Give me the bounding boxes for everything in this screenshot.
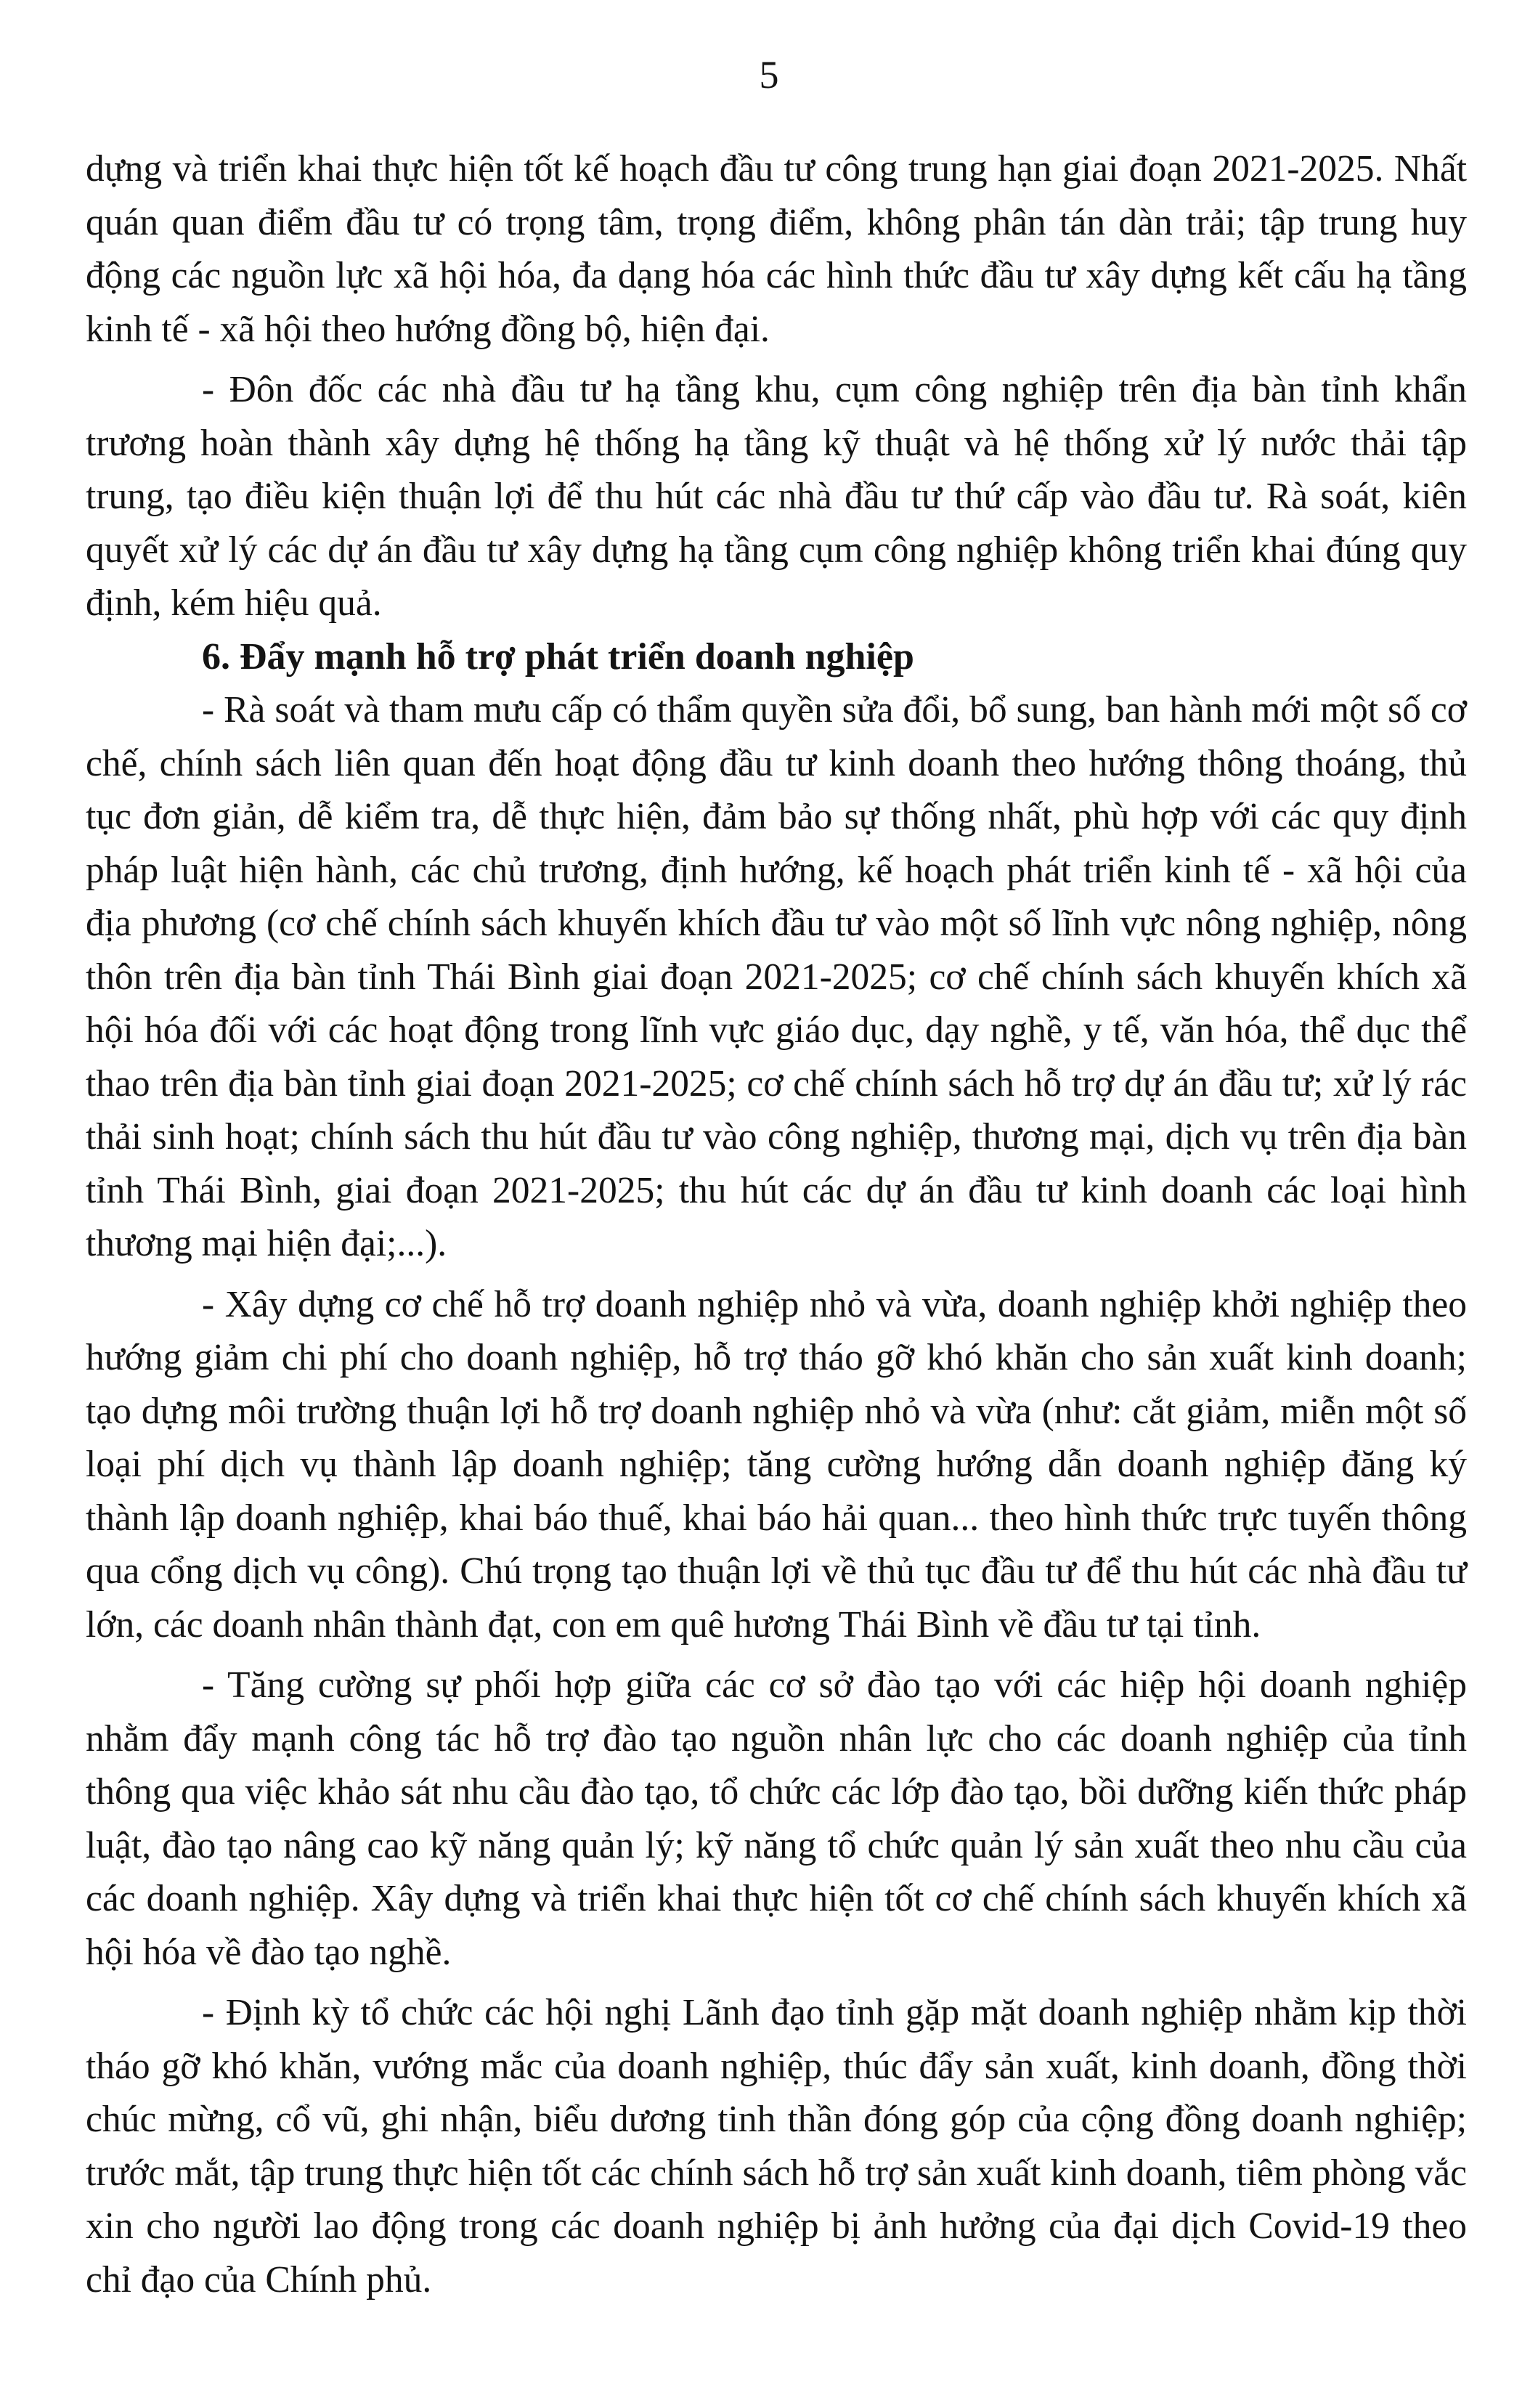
page-number: 5 <box>759 53 779 97</box>
paragraph-leadership-meetings: - Định kỳ tổ chức các hội nghị Lãnh đạo tỉnh gặp mặt doanh nghiệp nhằm kịp thời tháo gỡ khó khăn, vướng mắc của doanh nghiệp, thúc đẩy sản xuất, kinh doanh, đồng thời chúc mừng, cổ vũ, ghi nhận, biểu dương tinh thần đóng góp của cộng đồng doanh nghiệp; trước mắt, tập trung thực hiện tốt các chính sách hỗ trợ sản xuất kinh doanh, tiêm phòng vắc xin cho người lao động trong các doanh nghiệp bị ảnh hưởng của đại dịch Covid-19 theo chỉ đạo của Chính phủ. <box>86 1992 1467 2301</box>
paragraph-public-investment-continuation: dựng và triển khai thực hiện tốt kế hoạch đầu tư công trung hạn giai đoạn 2021-2025. Nhất quán quan điểm đầu tư có trọng tâm, trọng điểm, không phân tán dàn trải; tập trung huy động các nguồn lực xã hội hóa, đa dạng hóa các hình thức đầu tư xây dựng kết cấu hạ tầng kinh tế - xã hội theo hướng đồng bộ, hiện đại. <box>86 148 1467 350</box>
document-body <box>86 142 1467 2306</box>
paragraph-sme-support: - Xây dựng cơ chế hỗ trợ doanh nghiệp nhỏ và vừa, doanh nghiệp khởi nghiệp theo hướng giảm chi phí cho doanh nghiệp, hỗ trợ tháo gỡ khó khăn cho sản xuất kinh doanh; tạo dựng môi trường thuận lợi hỗ trợ doanh nghiệp nhỏ và vừa (như: cắt giảm, miễn một số loại phí dịch vụ thành lập doanh nghiệp; tăng cường hướng dẫn doanh nghiệp đăng ký thành lập doanh nghiệp, khai báo thuế, khai báo hải quan... theo hình thức trực tuyến thông qua cổng dịch vụ công). Chú trọng tạo thuận lợi về thủ tục đầu tư để thu hút các nhà đầu tư lớn, các doanh nhân thành đạt, con em quê hương Thái Bình về đầu tư tại tỉnh. <box>86 1283 1467 1646</box>
paragraph-policy-review: - Rà soát và tham mưu cấp có thẩm quyền sửa đổi, bổ sung, ban hành mới một số cơ chế, chính sách liên quan đến hoạt động đầu tư kinh doanh theo hướng thông thoáng, thủ tục đơn giản, dễ kiểm tra, dễ thực hiện, đảm bảo sự thống nhất, phù hợp với các quy định pháp luật hiện hành, các chủ trương, định hướng, kế hoạch phát triển kinh tế - xã hội của địa phương (cơ chế chính sách khuyến khích đầu tư vào một số lĩnh vực nông nghiệp, nông thôn trên địa bàn tỉnh Thái Bình giai đoạn 2021-2025; cơ chế chính sách khuyến khích xã hội hóa đối với các hoạt động trong lĩnh vực giáo dục, dạy nghề, y tế, văn hóa, thể dục thể thao trên địa bàn tỉnh giai đoạn 2021-2025; cơ chế chính sách hỗ trợ dự án đầu tư; xử lý rác thải sinh hoạt; chính sách thu hút đầu tư vào công nghiệp, thương mại, dịch vụ trên địa bàn tỉnh Thái Bình, giai đoạn 2021-2025; thu hút các dự án đầu tư kinh doanh các loại hình thương mại hiện đại;...). <box>86 689 1467 1264</box>
paragraph-training-coordination: - Tăng cường sự phối hợp giữa các cơ sở đào tạo với các hiệp hội doanh nghiệp nhằm đẩy mạnh công tác hỗ trợ đào tạo nguồn nhân lực cho các doanh nghiệp của tỉnh thông qua việc khảo sát nhu cầu đào tạo, tổ chức các lớp đào tạo, bồi dưỡng kiến thức pháp luật, đào tạo nâng cao kỹ năng quản lý; kỹ năng tổ chức quản lý sản xuất theo nhu cầu của các doanh nghiệp. Xây dựng và triển khai thực hiện tốt cơ chế chính sách khuyến khích xã hội hóa về đào tạo nghề. <box>86 1664 1467 1973</box>
section-heading-enterprise-support: 6. Đẩy mạnh hỗ trợ phát triển doanh nghiệp <box>202 635 914 678</box>
paragraph-industrial-infrastructure: - Đôn đốc các nhà đầu tư hạ tầng khu, cụm công nghiệp trên địa bàn tỉnh khẩn trương hoàn thành xây dựng hệ thống hạ tầng kỹ thuật và hệ thống xử lý nước thải tập trung, tạo điều kiện thuận lợi để thu hút các nhà đầu tư thứ cấp vào đầu tư. Rà soát, kiên quyết xử lý các dự án đầu tư xây dựng hạ tầng cụm công nghiệp không triển khai đúng quy định, kém hiệu quả. <box>86 369 1467 624</box>
